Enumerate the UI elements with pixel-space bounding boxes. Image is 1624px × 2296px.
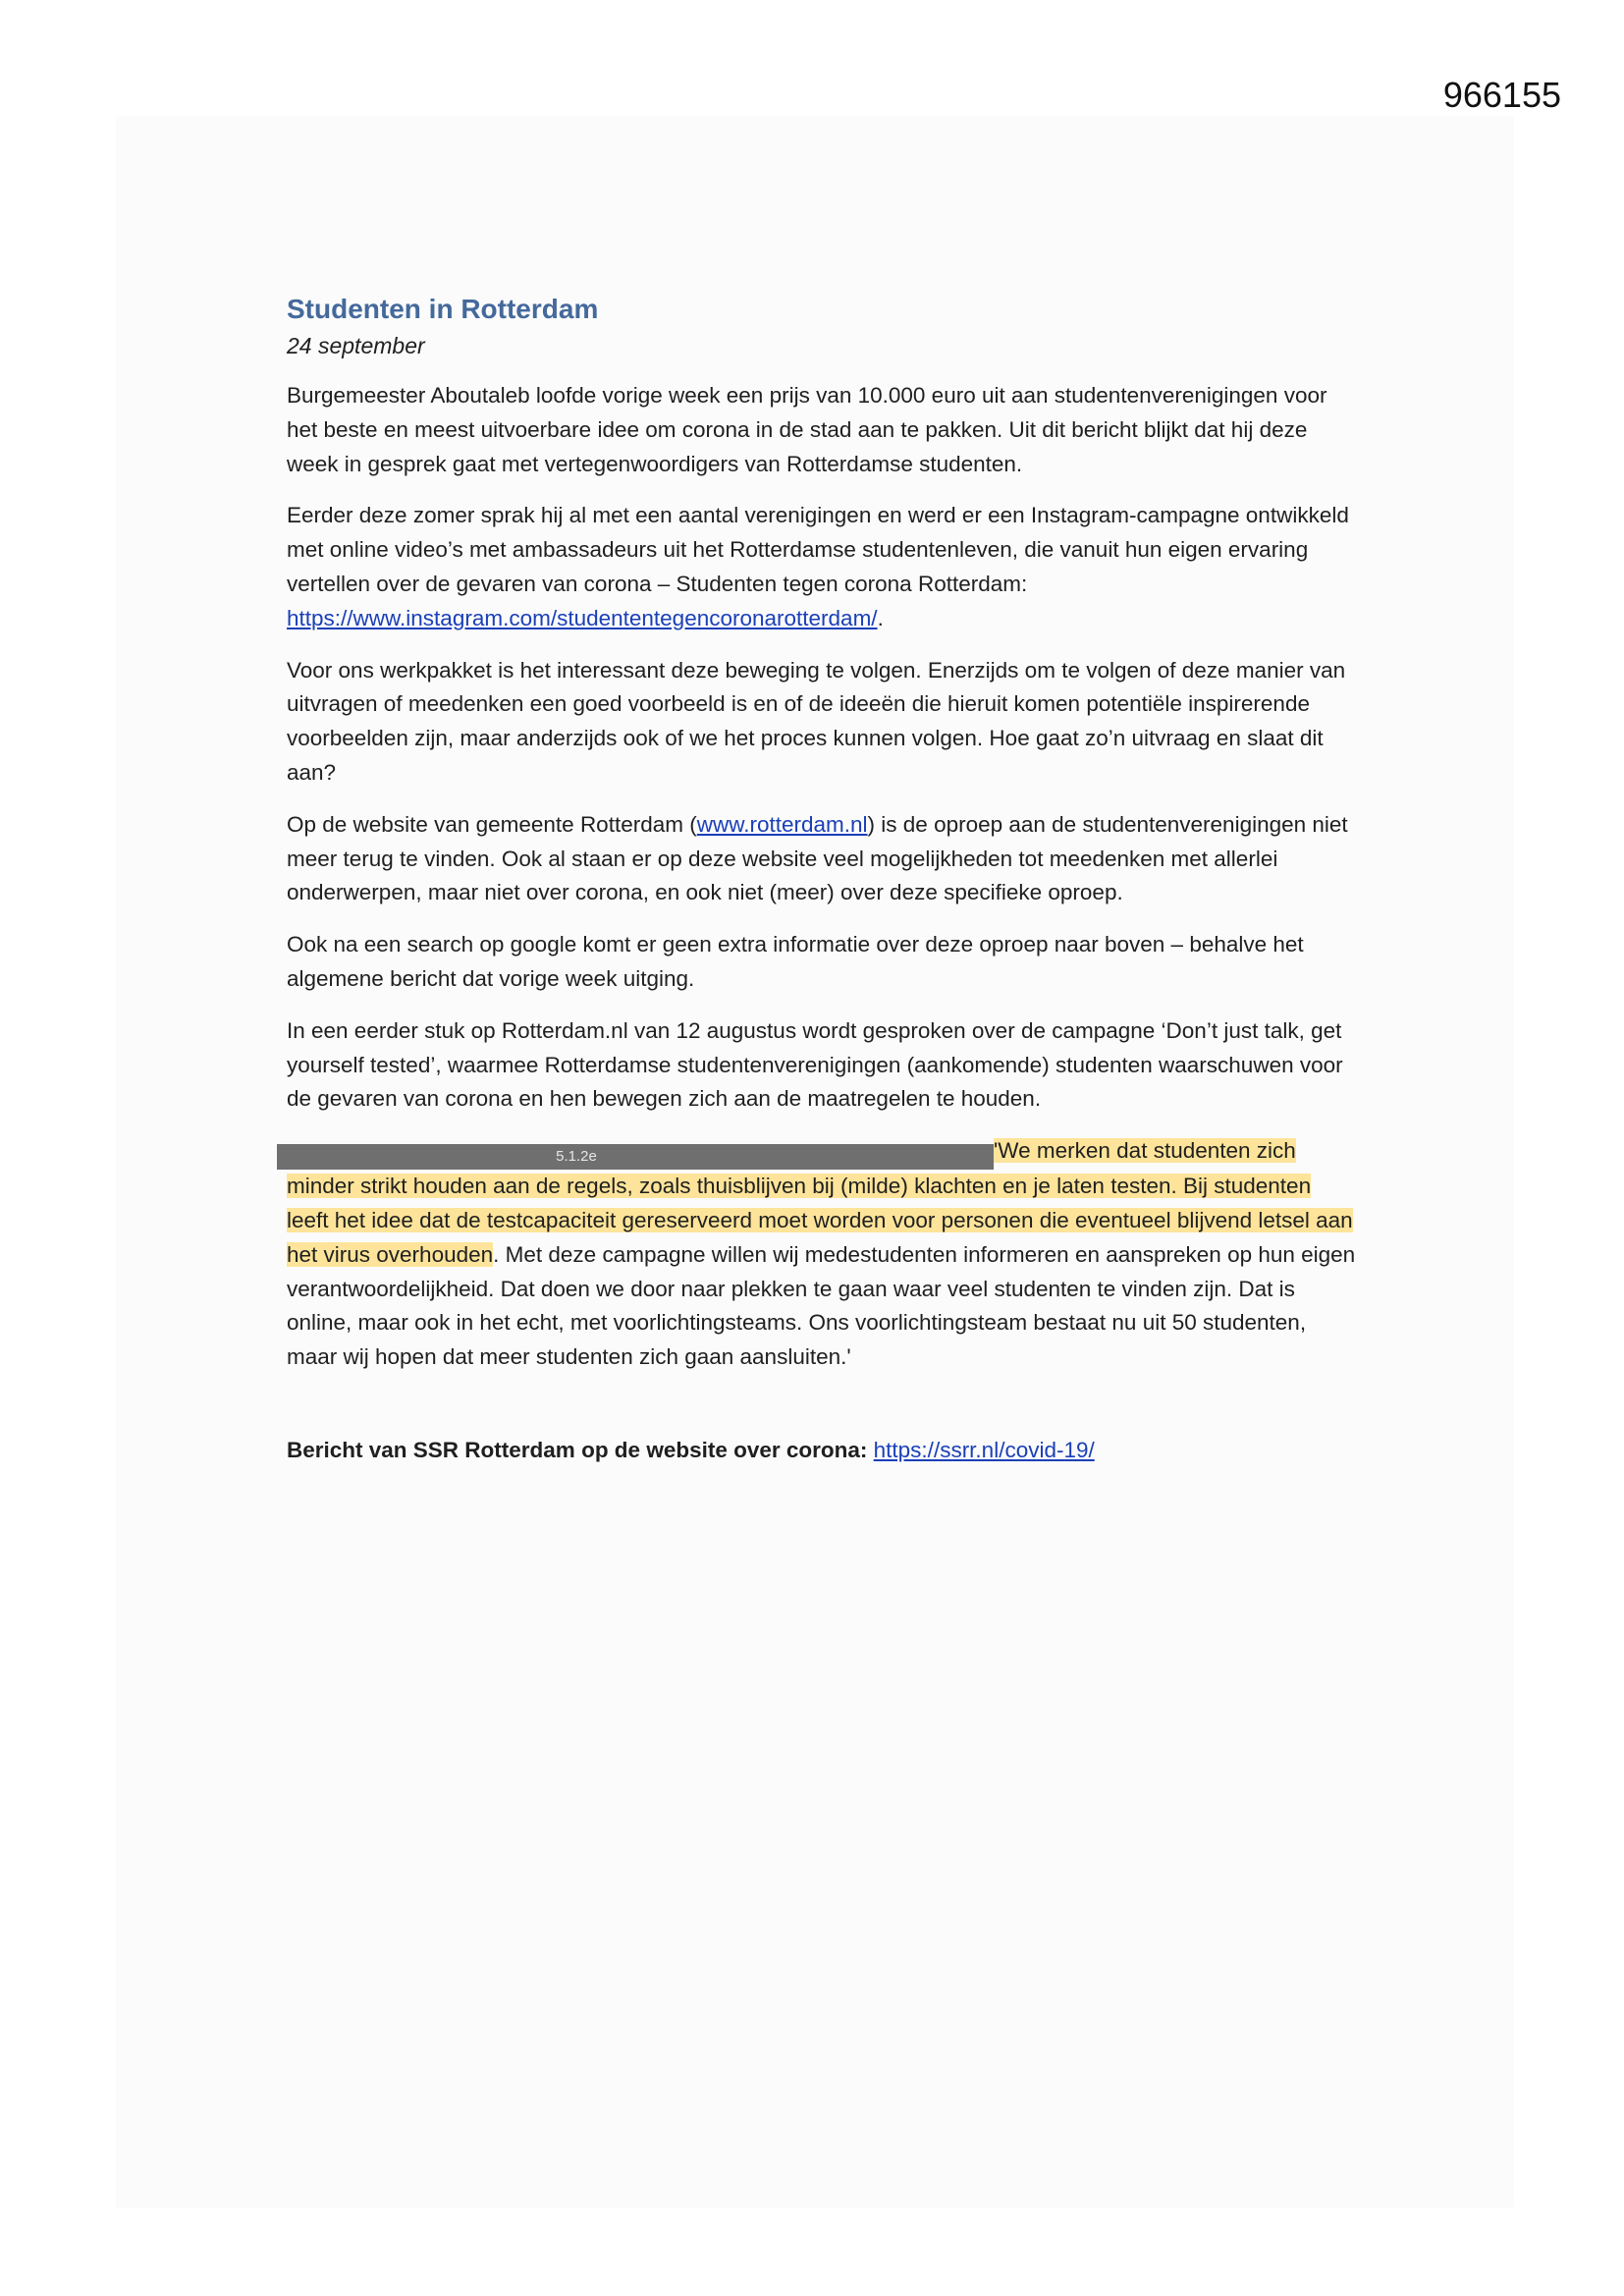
paragraph-instagram <box>287 499 1357 635</box>
paragraph-instagram-end: . <box>877 605 884 630</box>
footer-label: Bericht van SSR Rotterdam op de website over corona: <box>287 1437 868 1462</box>
redaction-block: 5.1.2e <box>277 1144 994 1170</box>
rotterdam-link[interactable]: www.rotterdam.nl <box>696 811 868 837</box>
paragraph-website-start: Op de website van gemeente Rotterdam ( <box>287 811 697 837</box>
instagram-link[interactable]: https://www.instagram.com/studententegencoronarotterdam/ <box>287 605 878 630</box>
paragraph-website <box>287 808 1357 910</box>
document-date: 24 september <box>287 333 425 358</box>
quote-highlighted: 'We merken dat studenten zich minder strikt houden aan de regels, zoals thuisblijven bij (milde) klachten en je laten testen. Bij studenten leeft het idee dat de testcapaciteit gereserveerd moet worden voor personen die eventueel blijvend letsel aan het virus overhouden <box>287 1138 1353 1267</box>
document-title: Studenten in Rotterdam <box>287 294 599 324</box>
paragraph-campaign: In een eerder stuk op Rotterdam.nl van 12 augustus wordt gesproken over de campagne ‘Don’t just talk, get yourself tested’, waarmee Rotterdamse studentenverenigingen (aankomende) studenten waarschuwen voor de gevaren van corona en hen bewegen zich aan de maatregelen te houden. <box>287 1017 1343 1112</box>
paragraph-google: Ook na een search op google komt er geen extra informatie over deze oproep naar boven – behalve het algemene bericht dat vorige week uitging. <box>287 932 1304 991</box>
quote-rest: . Met deze campagne willen wij medestudenten informeren en aanspreken op hun eigen verantwoordelijkheid. Dat doen we door naar plekken te gaan waar veel studenten te vinden zijn. Dat is online, maar ook in het echt, met voorlichtingsteams. Ons voorlichtingsteam bestaat nu uit 50 studenten, maar wij hopen dat meer studenten zich gaan aansluiten.' <box>287 1241 1356 1370</box>
ssr-link[interactable]: https://ssrr.nl/covid-19/ <box>873 1437 1095 1462</box>
footer-note <box>287 1434 1357 1468</box>
document-id: 966155 <box>1442 75 1561 115</box>
paragraph-instagram-text: Eerder deze zomer sprak hij al met een aantal verenigingen en werd er een Instagram-campagne ontwikkeld met online video’s met ambassadeurs uit het Rotterdamse studentenleven, die vanuit hun eigen ervaring vertellen over de gevaren van corona – Studenten tegen corona Rotterdam: <box>287 503 1349 596</box>
paragraph-quote <box>287 1134 1357 1375</box>
paragraph-website-end: ) is de oproep aan de studentenverenigingen niet meer terug te vinden. Ook al staan er op deze website veel mogelijkheden tot meedenken met allerlei onderwerpen, maar niet over corona, en ook niet (meer) over deze specifieke oproep. <box>287 811 1348 905</box>
document-body <box>287 291 1357 1486</box>
paragraph-intro: Burgemeester Aboutaleb loofde vorige week een prijs van 10.000 euro uit aan studentenverenigingen voor het beste en meest uitvoerbare idee om corona in de stad aan te pakken. Uit dit bericht blijkt dat hij deze week in gesprek gaat met vertegenwoordigers van Rotterdamse studenten. <box>287 383 1327 476</box>
paragraph-werkpakket: Voor ons werkpakket is het interessant deze beweging te volgen. Enerzijds om te volgen of deze manier van uitvragen of meedenken een goed voorbeeld is en of de ideeën die hieruit komen potentiële inspirerende voorbeelden zijn, maar anderzijds ook of we het proces kunnen volgen. Hoe gaat zo’n uitvraag en slaat dit aan? <box>287 657 1346 785</box>
